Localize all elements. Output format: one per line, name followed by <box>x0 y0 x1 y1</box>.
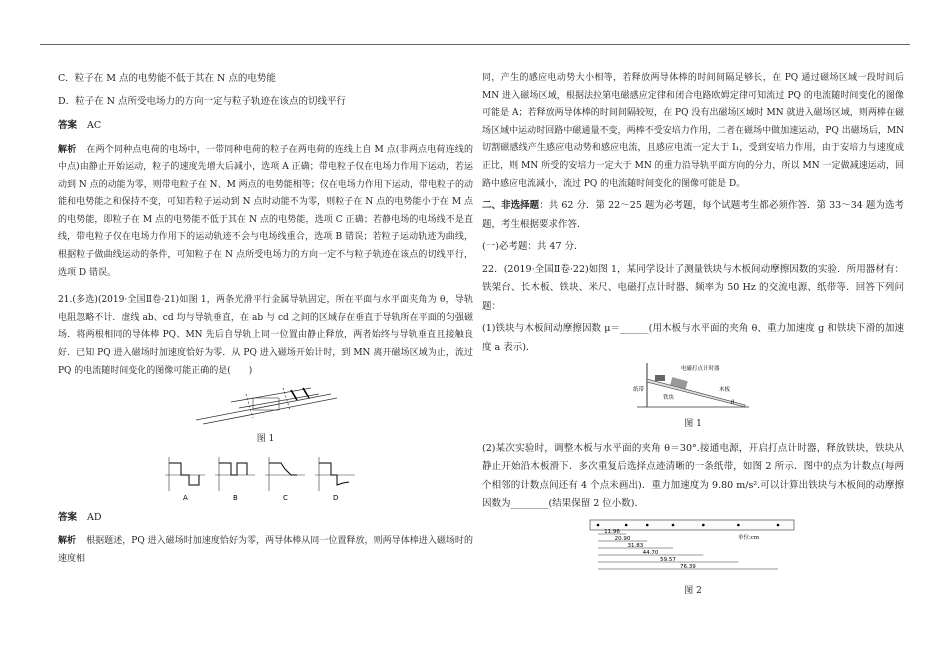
option-c: C．粒子在 M 点的电势能不低于其在 N 点的电势能 <box>58 73 276 84</box>
explanation-text: 根据题述，PQ 进入磁场时加速度恰好为零，两导体棒从同一位置释放，则两导体棒进入磁场时的速度相 <box>58 536 473 564</box>
graph-b <box>215 457 255 491</box>
section-2-intro <box>482 197 904 234</box>
block-label: 铁块 <box>663 395 675 402</box>
fig1-caption-left: 图 1 <box>256 434 275 445</box>
rail-figure <box>191 384 341 426</box>
option-d: D．粒子在 N 点所受电场力的方向一定与粒子轨迹在该点的切线平行 <box>58 95 346 107</box>
tape-figure <box>588 518 798 578</box>
tape-dot <box>625 523 628 526</box>
section-2-text: ：共 62 分．第 22～25 题为必考题，每个试题考生都必须作答．第 33～34 题为选考题，考生根据要求作答． <box>482 200 904 230</box>
answer-label: 答案 <box>58 511 78 523</box>
graph-a <box>165 457 205 491</box>
paper-label: 纸带 <box>633 387 645 394</box>
explanation-text: 在两个同种点电荷的电场中，一带同种电荷的粒子在两电荷的连线上自 M 点(非两点电荷连线的中点)由静止开始运动，粒子的速度先增大后减小，选项 A 正确；带电粒子仅在电场力作用下运动，若运动到 N 点的动能为零，则带电粒子在 N、M 两点的电势能相等；仅在电场力作用下运动，带电粒子的动能和电势能之和保持不变，可知若粒子运动到 N 点时动能不为零，则粒子在 N 点的电势能小于在 M 点的电势能，即粒子在 M 点的电势能不低于其在 N 点的电势能，选项 C 正确；若静电场的电场线不是直线，带电粒子仅在电场力作用下的运动轨迹不会与电场线重合，选项 B 错误；若粒子运动轨迹为曲线，根据粒子做曲线运动的条件，可知粒子在 N 点所受电场力的方向一定不与粒子轨迹在该点的切线平行，选项 D 错误。 <box>58 144 473 278</box>
angle-label: θ <box>731 400 735 407</box>
graph-c <box>265 457 305 491</box>
tape-value-label: 76.39 <box>680 563 696 570</box>
answer-line-1 <box>58 117 473 136</box>
tape-value-label: 31.83 <box>627 542 644 549</box>
tape-dot <box>597 523 600 526</box>
fig2-caption: 图 2 <box>684 585 702 596</box>
tape-value-label: 20.90 <box>614 535 631 542</box>
section-2-subtitle: (一)必考题：共 47 分． <box>482 241 584 253</box>
right-column <box>482 70 904 606</box>
tape-unit: 单位:cm <box>738 534 760 541</box>
fig1-caption-right: 图 1 <box>684 419 702 430</box>
question-22: 22．(2019·全国Ⅱ卷·22)如图 1，某同学设计了测量铁块与木板间动摩擦因数的实验．所用器材有：铁架台、长木板、铁块、米尺、电磁打点计时器、频率为 50 Hz 的交流电源、纸带等．回答下列问题： <box>482 263 904 312</box>
answer-label: 答案 <box>58 120 78 131</box>
tape-dot <box>672 523 675 526</box>
explanation-2-continued: 同，产生的感应电动势大小相等，若释放两导体棒的时间间隔足够长，在 PQ 通过磁场区域一段时间后 MN 进入磁场区域，根据法拉第电磁感应定律和闭合电路欧姆定律可知流过 PQ 的电流随时间变化的图像可能是 A；若释放两导体棒的时间间隔较短，在 PQ 没有出磁场区域时 MN 就进入磁场区域，则两棒在磁场区域中运动时回路中磁通量不变，两棒不受安培力作用，二者在磁场中做加速运动，PQ 出磁场后，MN 切割磁感线产生感应电动势和感应电流，且感应电流一定大于 I₁，受到安培力作用，由于安培力与速度成正比，则 MN 所受的安培力一定大于 MN 的重力沿导轨平面方向的分力，所以 MN 一定做减速运动，回路中感应电流减小，流过 PQ 的电流随时间变化的图像可能是 D。 <box>482 73 904 189</box>
graph-letter-c: C <box>282 493 288 501</box>
question-21: 21.(多选)(2019·全国Ⅱ卷·21)如图 1，两条光滑平行金属导轨固定，所在平面与水平面夹角为 θ，导轨电阻忽略不计．虚线 ab、cd 均与导轨垂直，在 ab 与 cd 之间的区域存在垂直于导轨所在平面的匀强磁场．将两根相同的导体棒 PQ、MN 先后自导轨上同一位置由静止释放，两者始终与导轨垂直且接触良好．已知 PQ 进入磁场时加速度恰好为零．从 PQ 进入磁场开始计时，到 MN 离开磁场区域为止，流过 PQ 的电流随时间变化的图像可能正确的是( ) <box>58 295 473 376</box>
graph-letter-d: D <box>332 493 338 501</box>
explanation-1 <box>58 142 473 283</box>
section-2-title: 二、非选择题 <box>482 200 540 212</box>
explanation-label: 解析 <box>58 144 77 155</box>
graph-d <box>315 457 355 491</box>
incline-figure <box>633 361 753 411</box>
left-column <box>58 70 473 572</box>
header-rule <box>40 44 910 45</box>
question-22-part-1: (1)铁块与木板间动摩擦因数 μ＝______(用木板与水平面的夹角 θ、重力加速度 g 和铁块下滑的加速度 a 表示)． <box>482 323 904 353</box>
answer-value: AC <box>87 120 102 131</box>
graph-letter-b: B <box>232 493 238 501</box>
current-graphs <box>161 455 371 501</box>
board-label: 木板 <box>719 387 731 394</box>
tape-value-label: 59.57 <box>660 556 676 563</box>
answer-value: AD <box>87 511 102 523</box>
question-22-part-2: (2)某次实验时，调整木板与水平面的夹角 θ＝30°.接通电源，开启打点计时器，释放铁块，铁块从静止开始沿木板滑下．多次重复后选择点迹清晰的一条纸带，如图 2 所示．图中的点为计数点(每两个相邻的计数点间还有 4 个点未画出)．重力加速度为 9.80 m/s².可以计算出铁块与木板间的动摩擦因数为________(结果保留 2 位小数)． <box>482 442 904 510</box>
tape-value-label: 11.96 <box>604 528 620 535</box>
tape-dot <box>702 523 705 526</box>
graph-letter-a: A <box>182 493 188 501</box>
explanation-label: 解析 <box>58 536 77 547</box>
tape-dot <box>777 523 780 526</box>
tape-value-label: 44.70 <box>642 549 659 556</box>
tape-dot <box>646 523 649 526</box>
explanation-2 <box>58 533 473 568</box>
tape-dot <box>737 523 740 526</box>
timer-label: 电磁打点计时器 <box>681 366 720 373</box>
answer-line-2 <box>58 509 473 528</box>
